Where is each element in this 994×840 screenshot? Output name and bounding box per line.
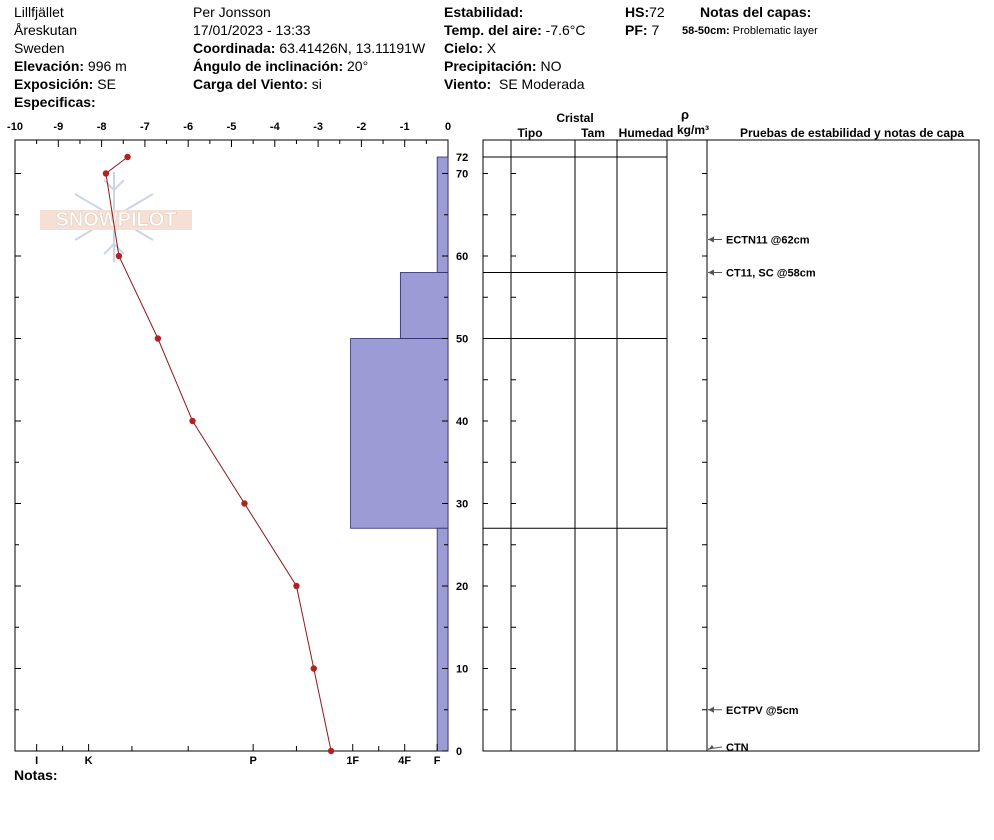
- height-tick-label: 60: [456, 251, 469, 263]
- column-tests: Pruebas de estabilidad y notas de capa: [739, 126, 965, 140]
- penetration-value: 7: [651, 22, 660, 38]
- temp-tick-label: -7: [140, 121, 150, 133]
- hardness-layer-bar: [400, 273, 448, 339]
- layer-notes-label: Notas del capas:: [700, 4, 812, 20]
- wind-load-label: Carga del Viento:: [193, 76, 308, 92]
- layer-note-range: 58-50cm:: [682, 25, 730, 37]
- column-rho: ρ: [680, 107, 690, 122]
- temperature-line: [106, 157, 331, 751]
- column-moisture: Humedad: [618, 126, 674, 140]
- temp-tick-label: -10: [7, 121, 23, 133]
- hardness-layers: [351, 157, 448, 751]
- observer-name: Per Jonsson: [193, 4, 271, 20]
- test-arrowhead: [708, 707, 714, 713]
- test-label: CT11, SC @58cm: [726, 267, 816, 280]
- test-arrowhead: [708, 270, 714, 276]
- sky-value: X: [486, 40, 497, 56]
- air-temp-value: -7.6°C: [545, 22, 586, 38]
- temperature-point: [328, 748, 334, 754]
- height-tick-label: 70: [456, 168, 469, 181]
- height-tick-label: 50: [456, 333, 469, 346]
- temperature-point: [241, 500, 247, 506]
- specifics-label: Especificas:: [14, 94, 96, 110]
- precipitation-label: Precipitación:: [444, 58, 537, 74]
- temp-tick-label: -6: [183, 121, 194, 133]
- hardness-tick-label: F: [433, 755, 441, 767]
- penetration-label: PF:: [625, 22, 648, 38]
- temperature-point: [189, 418, 195, 424]
- temperature-point: [311, 665, 317, 671]
- observation-datetime: 17/01/2023 - 13:33: [193, 22, 311, 38]
- air-temp-label: Temp. del aire:: [444, 22, 542, 38]
- temperature-point: [155, 335, 161, 341]
- temperature-point: [124, 154, 130, 160]
- temperature-profile: [103, 154, 335, 754]
- wind-label: Viento:: [444, 76, 492, 92]
- coordinates-value: 63.41426N, 13.11191W: [279, 40, 426, 56]
- notes-label: Notas:: [14, 767, 58, 783]
- temperature-axis: [7, 121, 451, 147]
- snow-height-label: HS:: [625, 4, 650, 20]
- test-arrowhead: [708, 237, 714, 243]
- height-tick-label: 20: [456, 581, 469, 593]
- test-label: ECTPV @5cm: [726, 704, 799, 717]
- layer-note-text: Problematic layer: [732, 25, 818, 37]
- snowpilot-logo-text: SNOWPILOT: [55, 209, 177, 231]
- test-label: ECTN11 @62cm: [726, 234, 810, 247]
- temp-tick-label: -9: [53, 121, 64, 133]
- stability-label: Estabilidad:: [444, 4, 524, 20]
- snowpilot-logo: [40, 172, 192, 262]
- temp-tick-label: -5: [226, 121, 237, 133]
- temp-tick-label: -3: [313, 121, 323, 133]
- hardness-tick-label: P: [249, 755, 257, 767]
- country-name: Sweden: [14, 40, 65, 56]
- temp-tick-label: -2: [356, 121, 367, 133]
- slope-angle-value: 20°: [347, 58, 369, 74]
- temperature-point: [116, 253, 122, 259]
- temp-tick-label: -1: [399, 121, 410, 133]
- height-tick-label: 0: [456, 746, 463, 758]
- height-tick-label: 40: [456, 416, 469, 428]
- tests-height-ticks: [483, 174, 707, 752]
- sky-label: Cielo:: [444, 40, 483, 56]
- hardness-axis: [35, 744, 441, 767]
- wind-value: SE Moderada: [498, 76, 585, 92]
- precipitation-value: NO: [540, 58, 562, 74]
- region-name: Åreskutan: [14, 22, 78, 38]
- stability-tests: [708, 235, 816, 755]
- test-arrowhead: [708, 745, 714, 750]
- aspect-label: Exposición:: [14, 76, 94, 92]
- hardness-layer-bar: [351, 339, 448, 529]
- temperature-point: [293, 583, 299, 589]
- column-density-unit: kg/m³: [676, 123, 710, 137]
- hardness-tick-label: I: [35, 755, 39, 767]
- height-tick-label: 72: [456, 152, 469, 164]
- elevation-label: Elevación:: [14, 58, 85, 74]
- test-label: CTN: [726, 742, 749, 754]
- elevation-value: 996 m: [87, 58, 127, 74]
- hardness-tick-label: 1F: [346, 755, 360, 767]
- site-name: Lillfjället: [14, 4, 64, 20]
- column-type: Tipo: [517, 126, 543, 140]
- height-tick-label: 30: [456, 498, 469, 511]
- column-crystal: Cristal: [556, 111, 594, 125]
- coordinates-label: Coordinada:: [193, 40, 276, 56]
- hardness-layer-bar: [437, 528, 448, 751]
- temp-tick-label: 0: [444, 121, 452, 133]
- aspect-value: SE: [97, 76, 116, 92]
- layer-table-frame: [483, 140, 979, 751]
- wind-load-value: si: [311, 76, 322, 92]
- slope-angle-label: Ángulo de inclinación:: [193, 58, 344, 74]
- temp-tick-label: -8: [96, 121, 107, 133]
- temp-tick-label: -4: [269, 121, 280, 133]
- snow-height-value: 72: [649, 4, 665, 20]
- hardness-tick-label: 4F: [398, 755, 412, 767]
- height-tick-label: 10: [456, 663, 469, 676]
- column-size: Tam: [581, 126, 605, 140]
- hardness-tick-label: K: [84, 755, 93, 767]
- temperature-point: [103, 170, 109, 176]
